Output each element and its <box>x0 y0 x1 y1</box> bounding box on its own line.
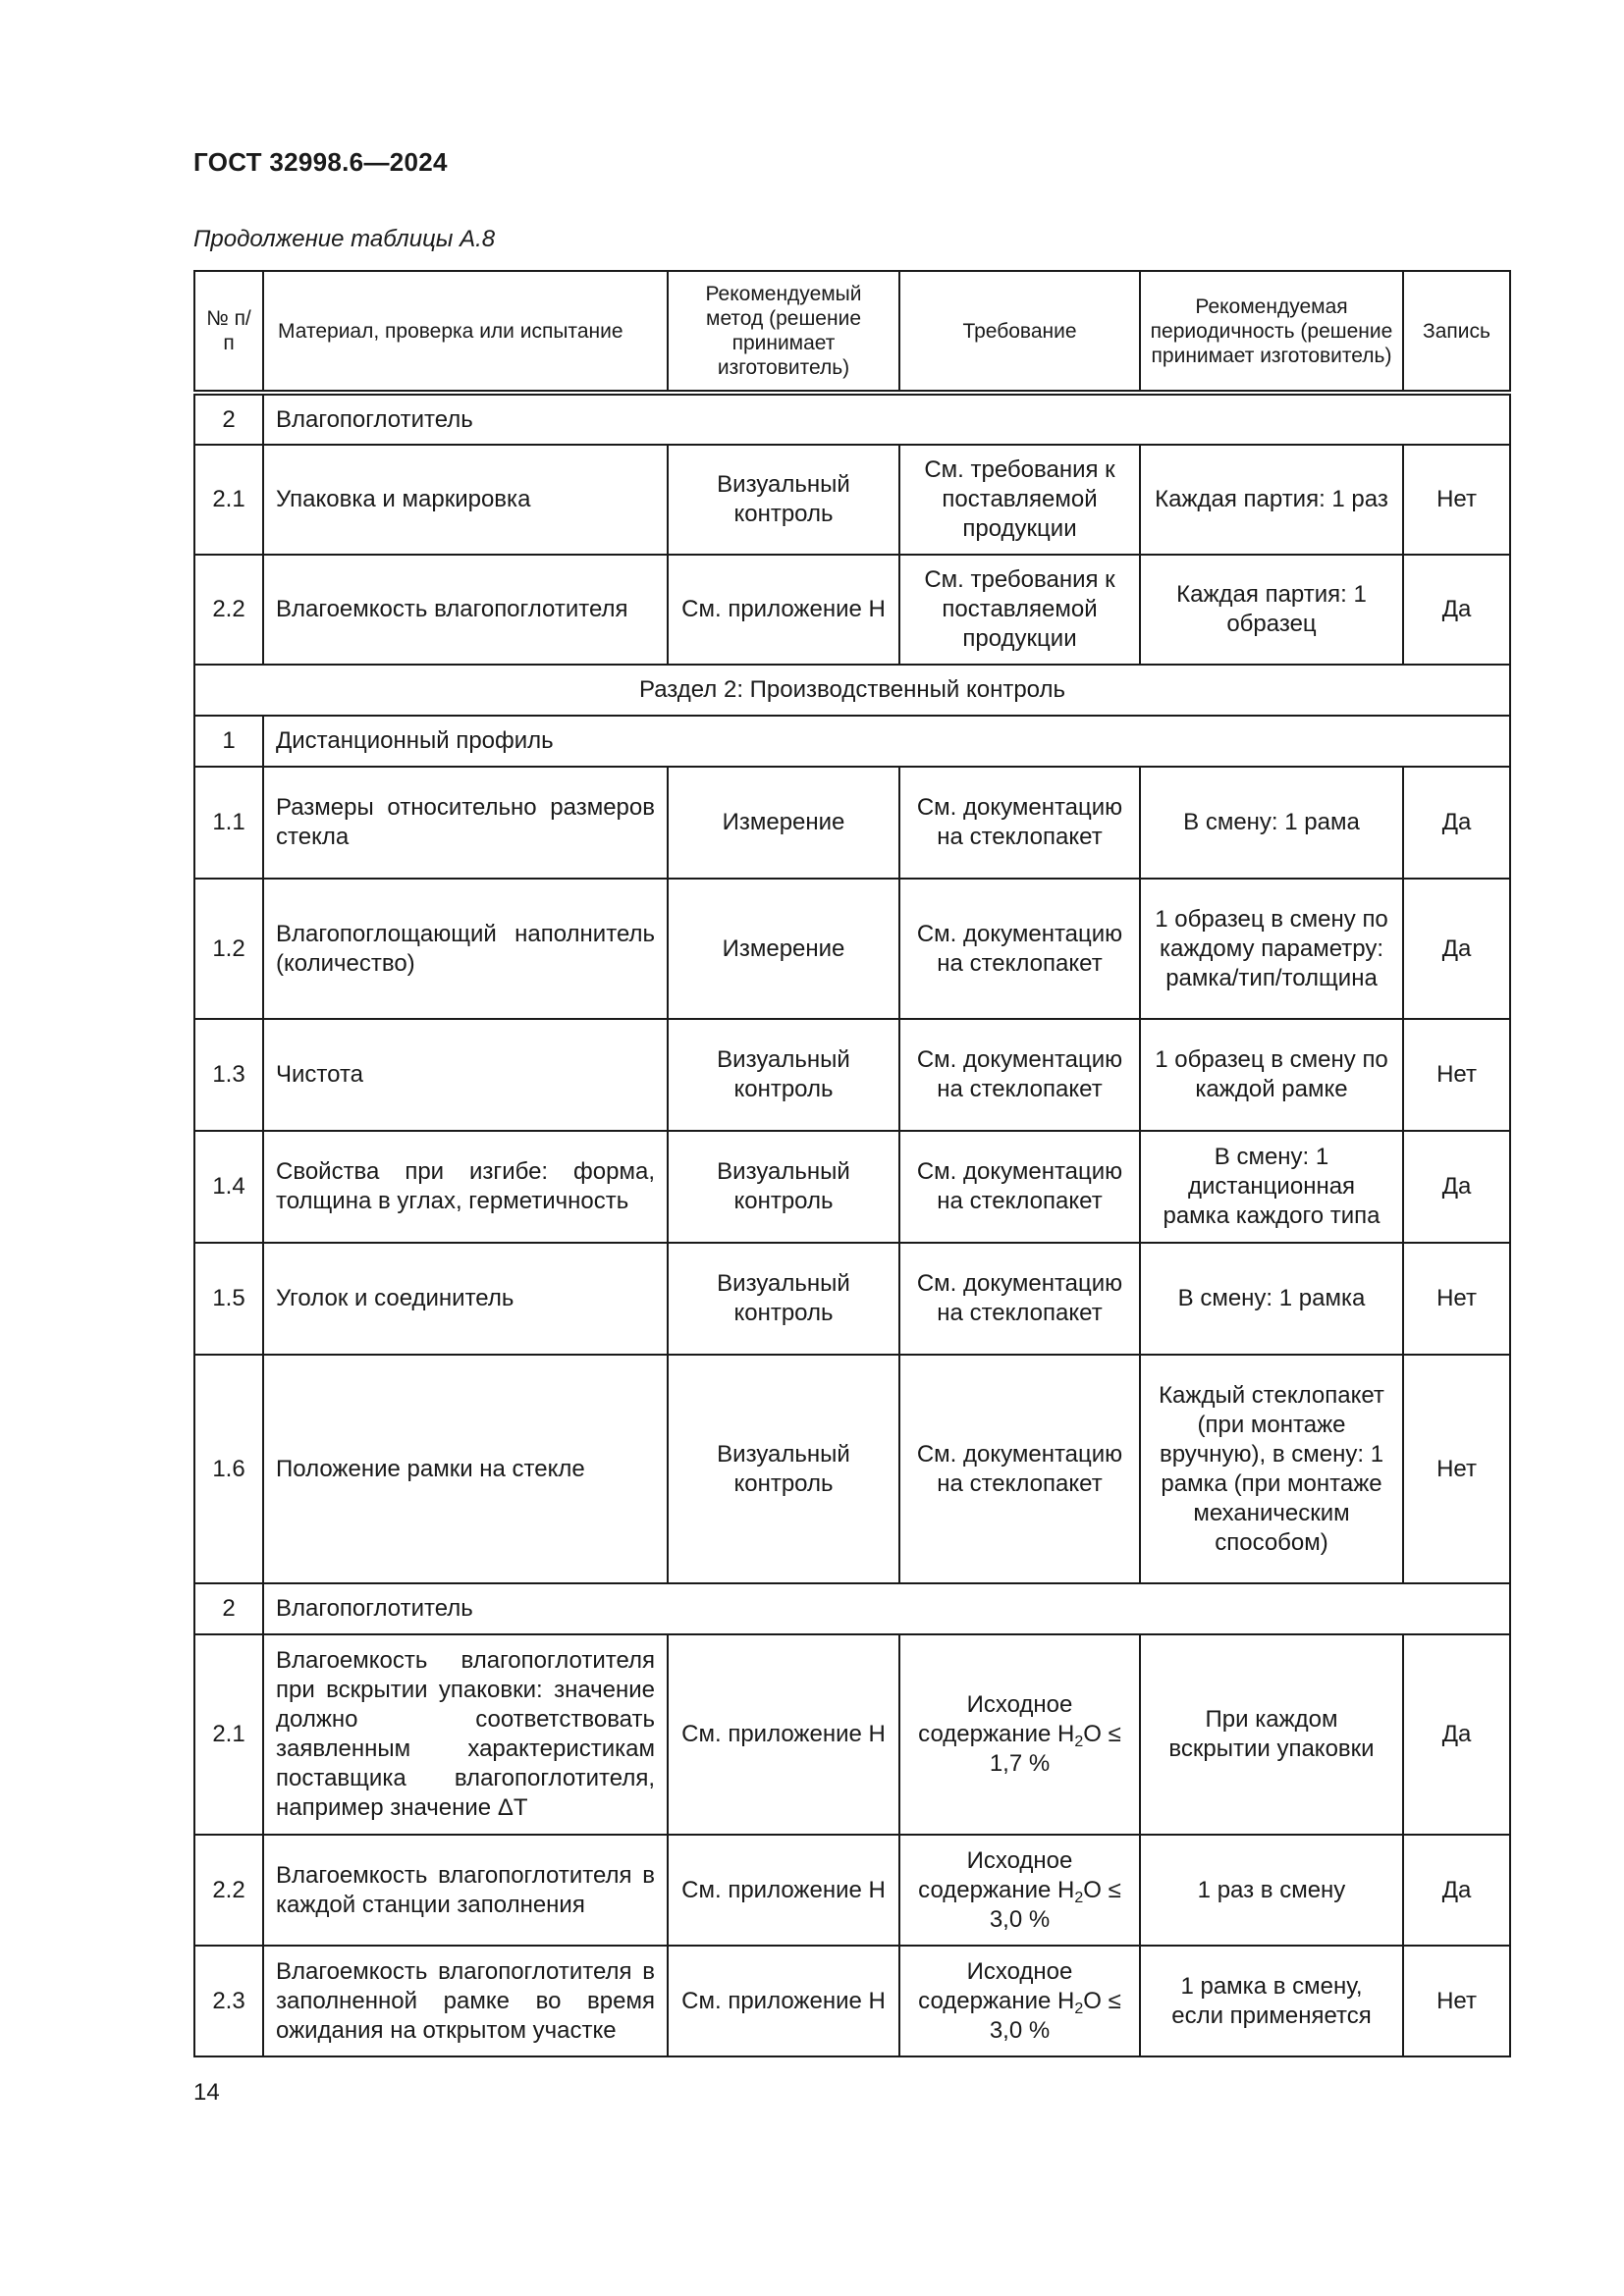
record-cell: Нет <box>1403 1243 1510 1355</box>
record-cell: Да <box>1403 1634 1510 1835</box>
table-header-row <box>194 271 1510 393</box>
group-row <box>194 1583 1510 1634</box>
header-requirement: Требование <box>899 271 1140 393</box>
table-row <box>194 1019 1510 1131</box>
group-row <box>194 716 1510 767</box>
header-record: Запись <box>1403 271 1510 393</box>
method-cell: См. приложение Н <box>668 1835 899 1946</box>
table-row <box>194 1131 1510 1243</box>
requirement-cell: Исходное содержание $H_2O \le 1,7$ % <box>899 1634 1140 1835</box>
section-title: Раздел 2: Производственный контроль <box>194 665 1510 716</box>
table-row <box>194 1355 1510 1583</box>
row-number: 2.1 <box>194 1634 263 1835</box>
table-row <box>194 1634 1510 1835</box>
row-number: 1.2 <box>194 879 263 1019</box>
table-row <box>194 879 1510 1019</box>
record-cell: Да <box>1403 1835 1510 1946</box>
record-cell: Нет <box>1403 445 1510 555</box>
periodicity-cell: 1 образец в смену по каждому параметру: рамка/тип/толщина <box>1140 879 1403 1019</box>
periodicity-cell: Каждый стеклопакет (при монтаже вручную), в смену: 1 рамка (при монтаже механическим способом) <box>1140 1355 1403 1583</box>
method-cell: Визуальный контроль <box>668 1131 899 1243</box>
table-row <box>194 445 1510 555</box>
group-title: Влагопоглотитель <box>263 393 1510 445</box>
record-cell: Да <box>1403 555 1510 665</box>
requirement-cell: См. документацию на стеклопакет <box>899 1019 1140 1131</box>
row-number: 2.3 <box>194 1946 263 2056</box>
group-number: 2 <box>194 1583 263 1634</box>
requirement-cell: См. документацию на стеклопакет <box>899 879 1140 1019</box>
material-cell: Свойства при изгибе: форма, толщина в углах, герметичность <box>263 1131 668 1243</box>
material-cell: Влагоемкость влагопоглотителя <box>263 555 668 665</box>
method-cell: См. приложение Н <box>668 555 899 665</box>
method-cell: См. приложение Н <box>668 1946 899 2056</box>
material-cell: Размеры относительно размеров стекла <box>263 767 668 879</box>
requirement-cell: См. документацию на стеклопакет <box>899 1243 1140 1355</box>
method-cell: См. приложение Н <box>668 1634 899 1835</box>
table-caption: Продолжение таблицы А.8 <box>193 226 496 252</box>
header-number: № п/п <box>194 271 263 393</box>
material-cell: Влагоемкость влагопоглотителя в заполненной рамке во время ожидания на открытом участке <box>263 1946 668 2056</box>
periodicity-cell: 1 рамка в смену, если применяется <box>1140 1946 1403 2056</box>
method-cell: Визуальный контроль <box>668 1243 899 1355</box>
periodicity-cell: В смену: 1 дистанционная рамка каждого типа <box>1140 1131 1403 1243</box>
method-cell: Визуальный контроль <box>668 1355 899 1583</box>
group-number: 2 <box>194 393 263 445</box>
row-number: 2.2 <box>194 555 263 665</box>
material-cell: Влагоемкость влагопоглотителя при вскрытии упаковки: значение должно соответствовать заявленным характеристикам поставщика влагопоглотителя, например значение ΔT <box>263 1634 668 1835</box>
group-title: Дистанционный профиль <box>263 716 1510 767</box>
requirement-cell: См. документацию на стеклопакет <box>899 1355 1140 1583</box>
table-body <box>194 393 1510 2056</box>
table-row <box>194 555 1510 665</box>
method-cell: Визуальный контроль <box>668 445 899 555</box>
header-method: Рекомендуемый метод (решение принимает изготовитель) <box>668 271 899 393</box>
periodicity-cell: В смену: 1 рама <box>1140 767 1403 879</box>
periodicity-cell: 1 раз в смену <box>1140 1835 1403 1946</box>
method-cell: Измерение <box>668 879 899 1019</box>
material-cell: Уголок и соединитель <box>263 1243 668 1355</box>
requirement-cell: См. требования к поставляемой продукции <box>899 445 1140 555</box>
table-row <box>194 767 1510 879</box>
record-cell: Нет <box>1403 1946 1510 2056</box>
record-cell: Да <box>1403 1131 1510 1243</box>
inspection-table <box>193 270 1511 2057</box>
row-number: 1.5 <box>194 1243 263 1355</box>
record-cell: Нет <box>1403 1019 1510 1131</box>
row-number: 1.1 <box>194 767 263 879</box>
material-cell: Влагоемкость влагопоглотителя в каждой станции заполнения <box>263 1835 668 1946</box>
material-cell: Влагопоглощающий наполнитель (количество) <box>263 879 668 1019</box>
group-number: 1 <box>194 716 263 767</box>
row-number: 1.4 <box>194 1131 263 1243</box>
record-cell: Да <box>1403 879 1510 1019</box>
record-cell: Да <box>1403 767 1510 879</box>
row-number: 1.3 <box>194 1019 263 1131</box>
table-row <box>194 1243 1510 1355</box>
material-cell: Чистота <box>263 1019 668 1131</box>
material-cell: Положение рамки на стекле <box>263 1355 668 1583</box>
periodicity-cell: Каждая партия: 1 образец <box>1140 555 1403 665</box>
table-row <box>194 1946 1510 2056</box>
group-title: Влагопоглотитель <box>263 1583 1510 1634</box>
group-row <box>194 393 1510 445</box>
requirement-cell: См. требования к поставляемой продукции <box>899 555 1140 665</box>
row-number: 1.6 <box>194 1355 263 1583</box>
periodicity-cell: Каждая партия: 1 раз <box>1140 445 1403 555</box>
row-number: 2.1 <box>194 445 263 555</box>
periodicity-cell: В смену: 1 рамка <box>1140 1243 1403 1355</box>
header-material: Материал, проверка или испытание <box>263 271 668 393</box>
requirement-cell: Исходное содержание $H_2O \le 3,0$ % <box>899 1835 1140 1946</box>
periodicity-cell: 1 образец в смену по каждой рамке <box>1140 1019 1403 1131</box>
section-row <box>194 665 1510 716</box>
requirement-cell: См. документацию на стеклопакет <box>899 767 1140 879</box>
requirement-cell: Исходное содержание $H_2O \le 3,0$ % <box>899 1946 1140 2056</box>
row-number: 2.2 <box>194 1835 263 1946</box>
document-code: ГОСТ 32998.6—2024 <box>193 147 448 177</box>
method-cell: Измерение <box>668 767 899 879</box>
record-cell: Нет <box>1403 1355 1510 1583</box>
table-row <box>194 1835 1510 1946</box>
requirement-cell: См. документацию на стеклопакет <box>899 1131 1140 1243</box>
header-periodicity: Рекомендуемая периодичность (решение принимает изготовитель) <box>1140 271 1403 393</box>
page-number: 14 <box>193 2079 220 2106</box>
method-cell: Визуальный контроль <box>668 1019 899 1131</box>
material-cell: Упаковка и маркировка <box>263 445 668 555</box>
periodicity-cell: При каждом вскрытии упаковки <box>1140 1634 1403 1835</box>
